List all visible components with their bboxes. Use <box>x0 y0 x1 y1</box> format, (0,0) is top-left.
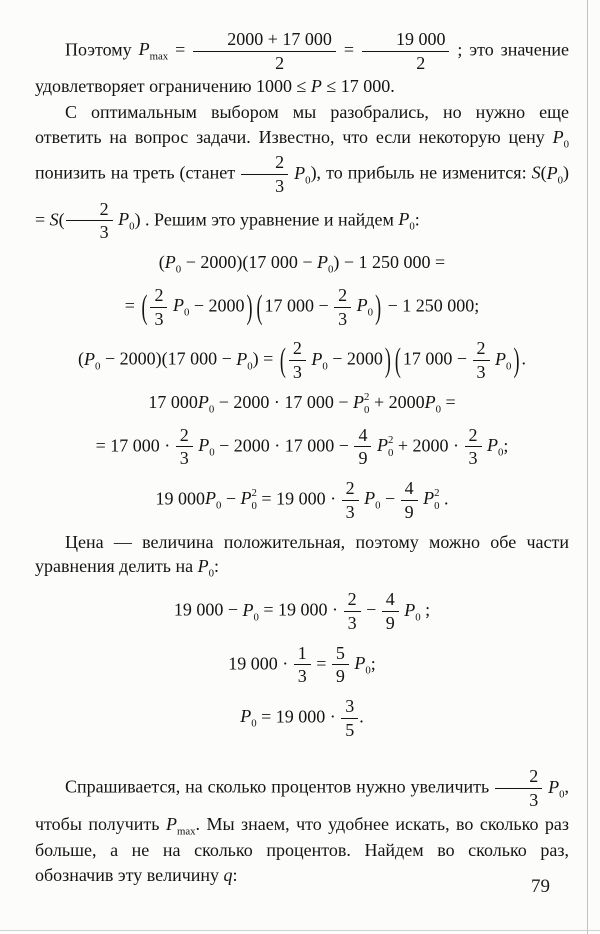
fraction <box>241 152 288 196</box>
fraction <box>382 589 399 633</box>
fraction <box>176 425 193 469</box>
subscript: 0 <box>247 359 253 372</box>
equation-8 <box>35 642 569 688</box>
text-run: − 2000 · 17 000 − <box>214 434 354 455</box>
subscripted-var <box>487 434 504 459</box>
text-run: 17 000 <box>148 391 198 412</box>
big-paren: ( <box>256 287 263 326</box>
fraction-denominator: 9 <box>358 448 368 469</box>
text-run: Поэтому <box>65 39 139 60</box>
subscripted-var <box>164 252 182 276</box>
text-run: = <box>311 652 331 673</box>
math-var-base: P <box>546 162 558 183</box>
big-paren: ( <box>279 340 286 379</box>
subscripted-var <box>552 126 569 150</box>
fraction-denominator: 3 <box>347 612 357 633</box>
fraction <box>401 478 418 522</box>
subscripted-var <box>311 348 328 372</box>
text-run: 19 000 <box>155 488 205 509</box>
text-run: 19 000 · <box>228 652 293 673</box>
text-run: ; <box>420 599 431 620</box>
subscripted-var <box>495 348 512 372</box>
fraction-numerator: 4 <box>382 589 399 612</box>
text-run: + 2000 <box>369 391 425 412</box>
subscript: 0 <box>328 263 334 276</box>
text-run: − 2000)(17 000 − <box>181 252 317 273</box>
math-var: S <box>49 209 59 230</box>
subscripted-var <box>424 391 441 416</box>
subscript: max <box>149 50 169 63</box>
subscript: 0 <box>95 359 101 372</box>
math-var-base: P <box>118 209 130 230</box>
fraction-denominator: 3 <box>345 501 355 522</box>
text-run: − 2000)(17 000 − <box>100 348 237 369</box>
text-run: 17 000 − <box>402 348 472 369</box>
fraction-numerator: 4 <box>401 478 418 501</box>
subscripted-var <box>236 348 253 372</box>
subscript: 0 <box>415 610 421 623</box>
fraction <box>344 589 361 633</box>
math-var-base: P <box>423 488 435 509</box>
subscripted-var <box>197 391 215 416</box>
subscripted-var <box>240 706 257 730</box>
superscript: 2 <box>364 390 370 403</box>
subscript: 0 <box>364 403 370 416</box>
math-var-base: P <box>197 391 209 412</box>
equation-6 <box>35 477 569 523</box>
scan-border-right <box>587 0 588 934</box>
subscripted-var <box>356 295 374 319</box>
subscripted-var <box>118 209 135 233</box>
subscripted-var <box>204 488 222 512</box>
fraction-denominator: 3 <box>154 308 164 329</box>
subscripted-var <box>353 390 370 416</box>
text-run: С оптимальным выбором мы разобрались, но нужно еще ответить на вопрос задачи. Известно, что если некоторую цену <box>35 102 569 147</box>
fraction-numerator: 2 <box>66 199 113 222</box>
fraction-numerator: 19 000 <box>362 29 450 52</box>
math-var-base: P <box>398 209 410 230</box>
page-content <box>35 26 569 889</box>
subscript: 0 <box>559 787 565 800</box>
math-var-base: P <box>495 348 507 369</box>
subscripted-var <box>317 252 334 276</box>
subscript: 0 <box>387 446 394 459</box>
fraction-numerator: 1 <box>294 643 311 666</box>
fraction <box>465 425 482 469</box>
equation-4 <box>35 391 569 417</box>
fraction-numerator: 2 <box>150 285 167 308</box>
text-run: ( <box>540 162 547 183</box>
fraction-denominator: 9 <box>385 612 395 633</box>
math-var-base: P <box>172 295 184 316</box>
subscript: 0 <box>183 306 190 319</box>
math-var-base: P <box>356 295 368 316</box>
text-run: = <box>124 295 140 316</box>
superscript: 2 <box>434 487 440 500</box>
equation-5 <box>35 424 569 470</box>
fraction-numerator: 2 <box>241 152 288 175</box>
fraction <box>495 766 542 810</box>
subscript: 0 <box>208 567 215 580</box>
text-run: . <box>439 488 449 509</box>
subscript: 0 <box>215 499 222 512</box>
math-var: S <box>531 162 541 183</box>
text-run: ) = <box>252 348 278 369</box>
subscript: 0 <box>409 220 415 233</box>
subscripted-var <box>404 599 421 623</box>
fraction <box>341 696 358 740</box>
subscripted-var <box>242 599 259 623</box>
subscripted-var <box>398 209 415 233</box>
subscripted-var <box>423 487 440 513</box>
big-paren: ( <box>394 340 401 379</box>
fraction-denominator: 9 <box>404 501 414 522</box>
subscript: 0 <box>253 610 259 623</box>
text-run: ) . Решим это уравнение и найдем <box>134 209 399 230</box>
text-run: 17 000 − <box>264 295 334 316</box>
text-run: . <box>521 348 526 369</box>
fraction <box>354 425 371 469</box>
fraction-numerator: 2 <box>176 425 193 448</box>
text-run: ( <box>158 252 165 273</box>
fraction-denominator: 2 <box>275 52 285 73</box>
math-var-base: P <box>240 706 252 727</box>
subscripted-var <box>294 162 311 186</box>
fraction-denominator: 3 <box>275 176 285 197</box>
fraction-denominator: 3 <box>99 222 109 243</box>
paragraph-2 <box>35 100 569 244</box>
subscripted-var <box>240 487 257 513</box>
subscript: 0 <box>375 499 381 512</box>
subscripted-var <box>172 295 190 319</box>
text-run: Спрашивается, на сколько процентов нужно увеличить <box>65 776 495 797</box>
fraction <box>473 338 490 382</box>
text-run: ; <box>503 434 509 455</box>
text-run: : <box>214 556 220 577</box>
math-var-base: P <box>240 488 252 509</box>
subscript: 0 <box>209 446 215 459</box>
fraction-numerator: 2 <box>495 766 542 789</box>
math-var-base: P <box>424 391 436 412</box>
math-var-base: P <box>197 556 209 577</box>
text-run: Цена — величина положительная, поэтому можно обе части уравнения делить на <box>35 532 569 577</box>
math-var-base: P <box>354 652 366 673</box>
big-paren: ) <box>246 287 253 326</box>
subscript: 0 <box>175 263 182 276</box>
text-run: − 2000 <box>327 348 383 369</box>
fraction-numerator: 4 <box>354 425 371 448</box>
scan-border-bottom <box>0 930 600 931</box>
fraction-denominator: 3 <box>529 790 539 810</box>
text-run: = 19 000 · <box>258 599 343 620</box>
text-run: ), то прибыль не изменится: <box>310 162 532 183</box>
fraction-numerator: 5 <box>332 643 349 666</box>
subscripted-var <box>354 652 371 677</box>
text-run: − 2000 · 17 000 − <box>214 391 354 412</box>
subscripted-var <box>364 488 381 512</box>
math-var-base: P <box>84 348 96 369</box>
subscript: 0 <box>435 403 441 416</box>
subscript: 0 <box>129 220 135 233</box>
text-run: = 17 000 · <box>95 434 175 455</box>
subscript: 0 <box>498 446 504 459</box>
math-var-base: P <box>364 488 376 509</box>
paragraph-1 <box>35 28 569 98</box>
subscript: 0 <box>322 359 328 372</box>
math-var-base: P <box>548 776 560 797</box>
big-paren: ) <box>513 340 520 379</box>
subscript: 0 <box>506 359 512 372</box>
text-run: . Мы знаем, что удобнее искать, во сколько раз больше, а не на сколько процентов. Найдем во сколько раз, обозначив эту величину <box>35 813 569 885</box>
superscript: 2 <box>387 433 394 446</box>
text-run: − <box>361 599 381 620</box>
subscript: 0 <box>365 664 371 677</box>
fraction-numerator: 2 <box>342 478 359 501</box>
paragraph-3 <box>35 530 569 581</box>
fraction-denominator: 2 <box>416 52 426 73</box>
math-var-base: P <box>487 434 498 455</box>
text-run: понизить на треть (станет <box>35 162 241 183</box>
fraction-numerator: 2000 + 17 000 <box>193 29 336 52</box>
fraction <box>289 338 306 382</box>
subscript: 0 <box>434 500 440 513</box>
math-var-base: P <box>294 162 306 183</box>
subscript: 0 <box>557 173 564 186</box>
text-run: ) = <box>35 162 570 230</box>
fraction <box>150 285 167 329</box>
subscript: 0 <box>305 173 311 186</box>
math-var: q <box>223 864 233 885</box>
subscript: 0 <box>251 500 257 513</box>
equation-7 <box>35 588 569 634</box>
fraction-denominator: 5 <box>345 719 355 740</box>
big-paren: ( <box>141 287 148 326</box>
text-run: ; <box>370 652 376 673</box>
subscript: 0 <box>251 717 257 730</box>
text-run: . <box>359 706 364 727</box>
fraction-numerator: 2 <box>289 338 306 361</box>
fraction <box>294 643 311 687</box>
subscripted-var <box>165 813 196 837</box>
big-paren: ) <box>384 340 391 379</box>
equation-9 <box>35 695 569 741</box>
subscript: 0 <box>563 137 569 150</box>
text-run: = 19 000 · <box>256 706 341 727</box>
math-var-base: P <box>242 599 254 620</box>
subscript: 0 <box>208 403 215 416</box>
text-run: ; это значение удовлетворяет ограничению 1000 ≤ <box>35 39 569 97</box>
math-var-base: P <box>164 252 176 273</box>
fraction-denominator: 3 <box>297 666 307 687</box>
math-var-base: P <box>204 488 216 509</box>
equation-3 <box>35 337 569 383</box>
subscripted-var <box>198 434 215 459</box>
subscripted-var <box>138 39 169 63</box>
text-run: ≤ 17 000. <box>321 76 395 97</box>
subscript: 0 <box>367 306 374 319</box>
subscripted-var <box>546 162 564 186</box>
fraction-numerator: 2 <box>465 425 482 448</box>
page-number: 79 <box>531 876 550 897</box>
math-var-base: P <box>165 813 177 834</box>
fraction <box>332 643 349 687</box>
fraction-numerator: 2 <box>344 589 361 612</box>
math-var-base: P <box>552 126 564 147</box>
text-run: − 1 250 000; <box>383 295 480 316</box>
paragraph-4 <box>35 765 569 886</box>
text-run: + 2000 · <box>393 434 464 455</box>
text-run: : <box>414 209 420 230</box>
fraction <box>193 29 336 73</box>
fraction-denominator: 3 <box>338 308 348 329</box>
text-run: = <box>336 39 361 60</box>
math-var-base: P <box>353 391 365 412</box>
fraction-denominator: 9 <box>335 666 345 687</box>
fraction <box>342 478 359 522</box>
text-run: ( <box>78 348 85 369</box>
text-run: − <box>380 488 400 509</box>
big-paren: ) <box>375 287 382 326</box>
fraction-denominator: 3 <box>292 361 302 382</box>
subscripted-var <box>376 433 394 459</box>
fraction-denominator: 3 <box>468 448 478 469</box>
superscript: 2 <box>251 487 257 500</box>
math-var: P <box>310 76 322 97</box>
fraction-denominator: 3 <box>476 361 486 382</box>
text-run: = <box>168 39 193 60</box>
text-run: ) − 1 250 000 = <box>333 252 446 273</box>
fraction <box>66 199 113 243</box>
math-var-base: P <box>138 39 150 60</box>
fraction <box>362 29 450 73</box>
text-run: − <box>221 488 241 509</box>
subscripted-var <box>197 556 215 580</box>
text-run: 19 000 − <box>173 599 243 620</box>
fraction-numerator: 2 <box>334 285 351 308</box>
text-run: ( <box>58 209 65 230</box>
math-var-base: P <box>236 348 248 369</box>
subscripted-var <box>548 776 565 800</box>
math-var-base: P <box>311 348 323 369</box>
fraction-numerator: 3 <box>341 696 358 719</box>
fraction-denominator: 3 <box>179 448 189 469</box>
math-var-base: P <box>376 434 388 455</box>
fraction-numerator: 2 <box>473 338 490 361</box>
text-run: − 2000 <box>189 295 245 316</box>
math-var-base: P <box>198 434 210 455</box>
fraction <box>334 285 351 329</box>
text-run: = 19 000 · <box>256 488 341 509</box>
text-run: = <box>441 391 456 412</box>
text-run: , чтобы получить <box>35 776 570 834</box>
equation-1 <box>35 251 569 277</box>
math-var-base: P <box>317 252 328 273</box>
subscript: max <box>176 825 196 837</box>
subscripted-var <box>84 348 101 372</box>
math-var-base: P <box>404 599 416 620</box>
equation-2 <box>35 284 569 330</box>
text-run: : <box>232 864 238 885</box>
